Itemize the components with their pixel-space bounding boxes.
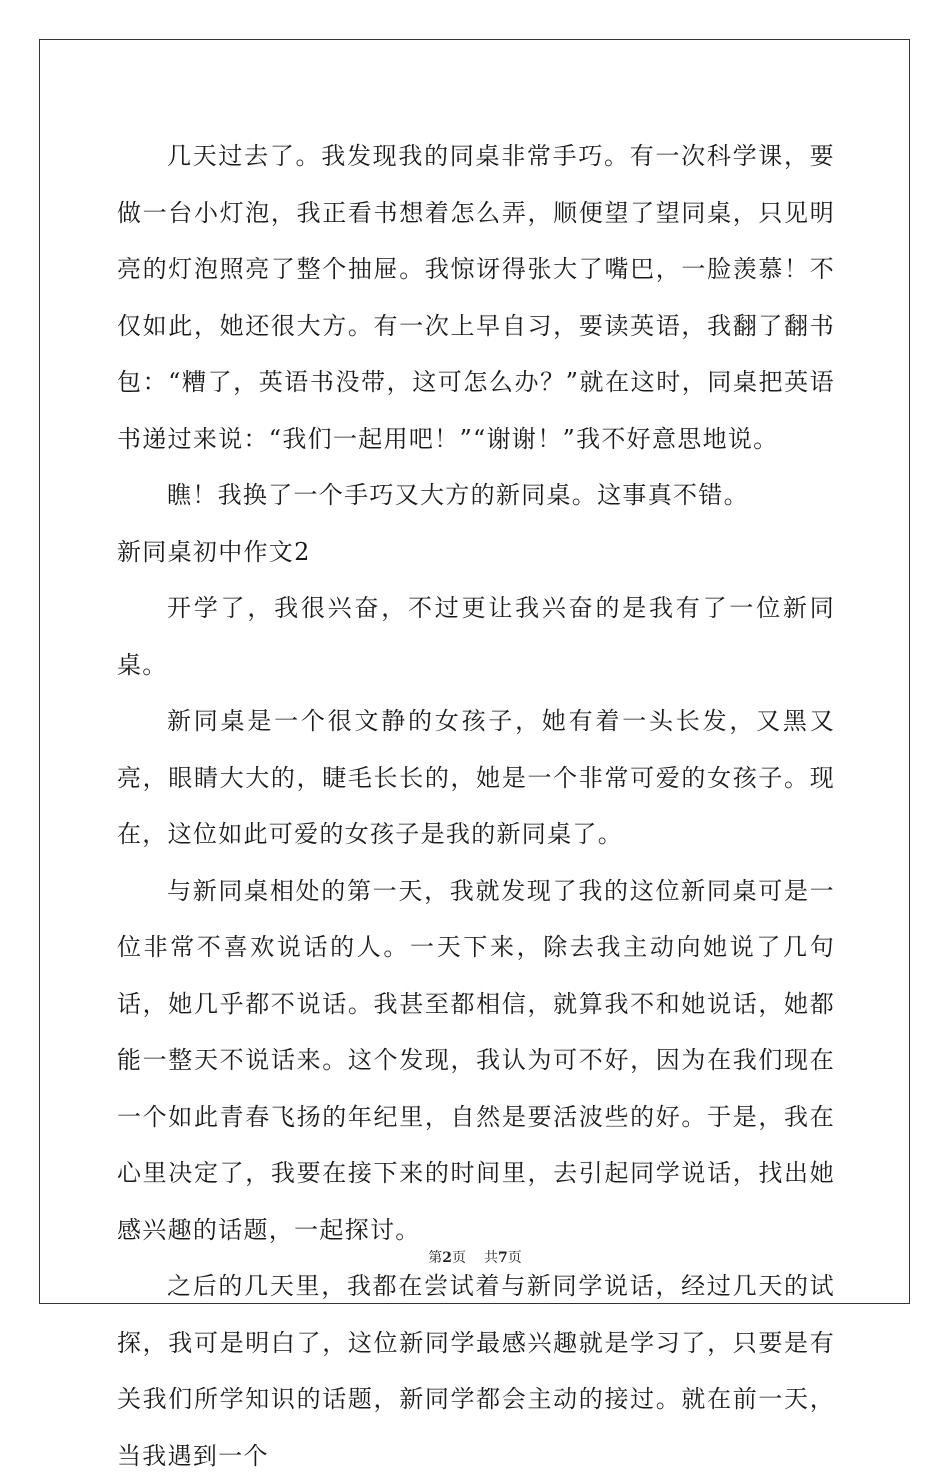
page-unit: 页 — [452, 1250, 466, 1266]
page-prefix: 第 — [428, 1250, 443, 1266]
current-page-number: 2 — [442, 1250, 452, 1266]
total-prefix: 共 — [484, 1250, 498, 1266]
total-unit: 页 — [507, 1250, 522, 1266]
paragraph: 开学了，我很兴奋，不过更让我兴奋的是我有了一位新同桌。 — [117, 594, 835, 679]
paragraph: 新同桌是一个很文静的女孩子，她有着一头长发，又黑又亮，眼睛大大的，睫毛长长的，她是一个非常可爱的女孩子。现在，这位如此可爱的女孩子是我的新同桌了。 — [117, 707, 835, 848]
paragraph: 之后的几天里，我都在尝试着与新同学说话，经过几天的试探，我可是明白了，这位新同学最感兴趣就是学习了，只要是有关我们所学知识的话题，新同学都会主动的接过。就在前一天，当我遇到一个 — [117, 1272, 835, 1470]
paragraph: 几天过去了。我发现我的同桌非常手巧。有一次科学课，要做一台小灯泡，我正看书想着怎么弄，顺便望了望同桌，只见明亮的灯泡照亮了整个抽屉。我惊讶得张大了嘴巴，一脸羡慕！不仅如此，她还很大方。有一次上早自习，要读英语，我翻了翻书包：“糟了，英语书没带，这可怎么办？”就在这时，同桌把英语书递过来说：“我们一起用吧！”“谢谢！”我不好意思地说。 — [117, 142, 835, 453]
document-body — [117, 128, 835, 1484]
section-heading: 新同桌初中作文2 — [117, 537, 311, 566]
total-page-number: 7 — [498, 1250, 508, 1266]
page-footer — [0, 1247, 950, 1267]
paragraph: 瞧！我换了一个手巧又大方的新同桌。这事真不错。 — [167, 481, 749, 509]
paragraph: 与新同桌相处的第一天，我就发现了我的这位新同桌可是一位非常不喜欢说话的人。一天下来，除去我主动向她说了几句话，她几乎都不说话。我甚至都相信，就算我不和她说话，她都能一整天不说话来。这个发现，我认为可不好，因为在我们现在一个如此青春飞扬的年纪里，自然是要活波些的好。于是，我在心里决定了，我要在接下来的时间里，去引起同学说话，找出她感兴趣的话题，一起探讨。 — [117, 876, 835, 1244]
